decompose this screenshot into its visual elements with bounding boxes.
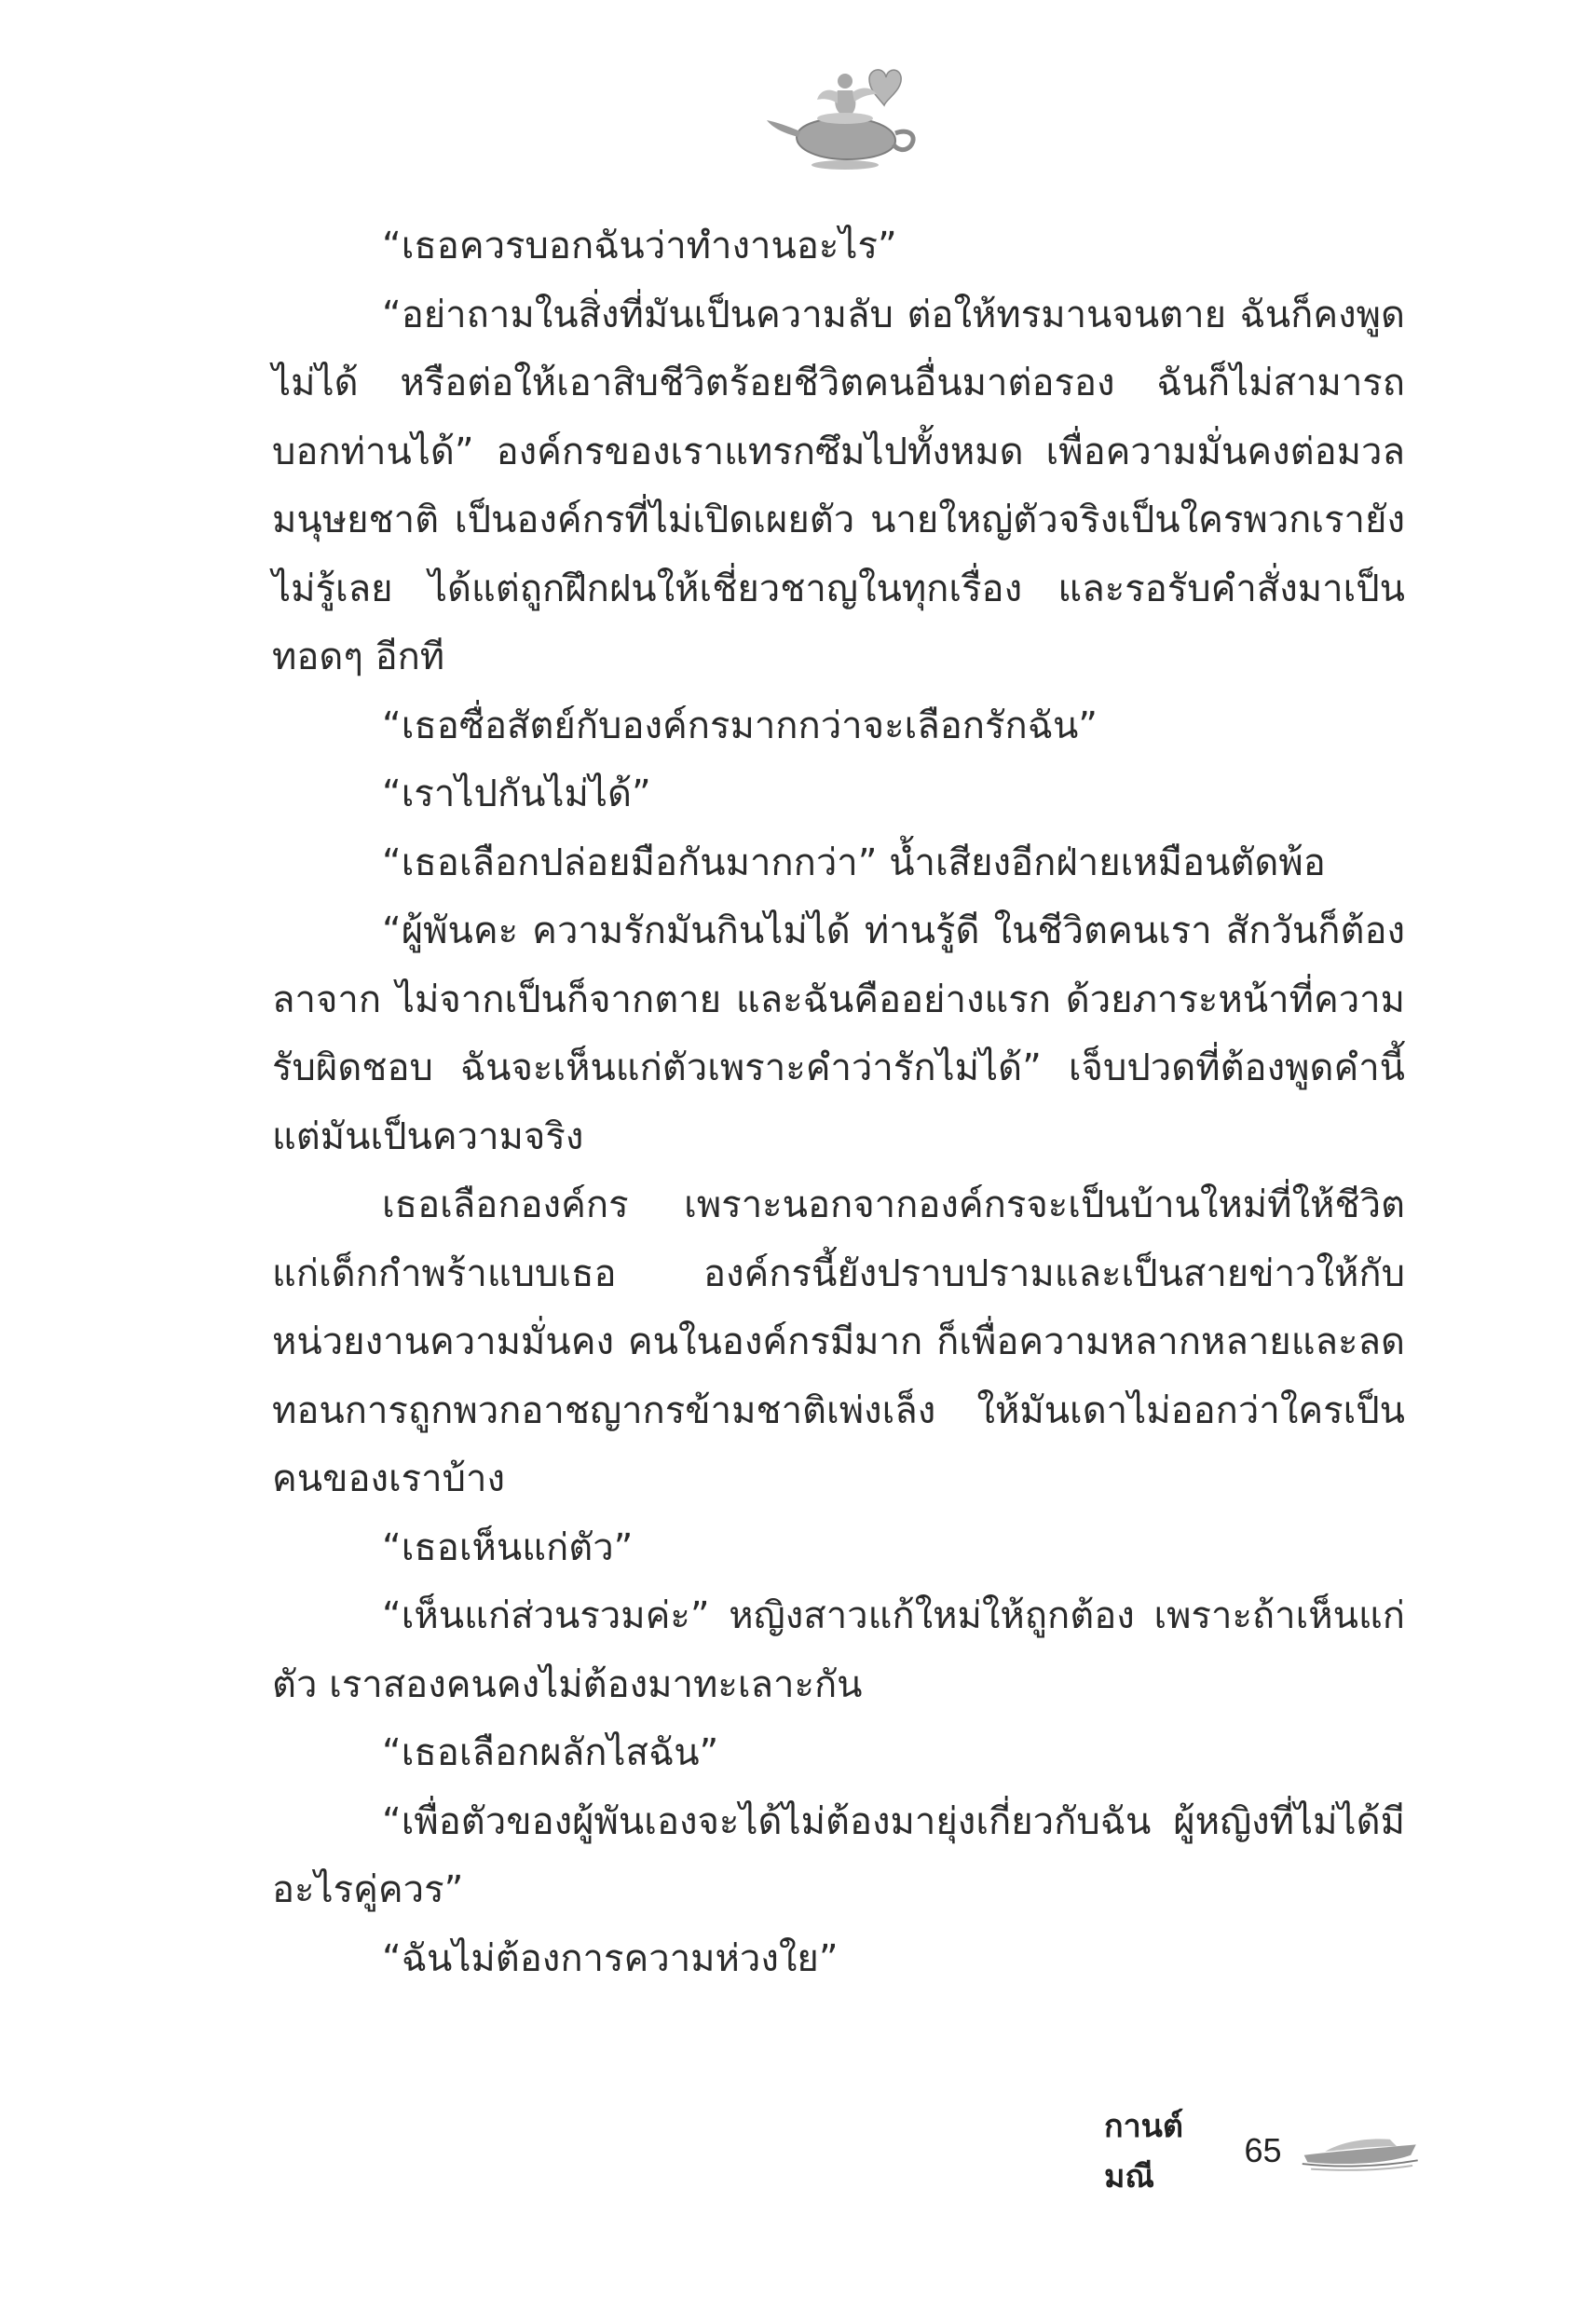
boat-icon	[1299, 2127, 1421, 2174]
paragraph: “เธอซื่อสัตย์กับองค์กรมากกว่าจะเลือกรักฉัน”	[382, 704, 1098, 747]
angel-teapot-emblem-icon	[759, 51, 927, 172]
paragraph: “ฉันไม่ต้องการความห่วงใย”	[382, 1936, 839, 1980]
paragraph: “เธอเลือกผลักไสฉัน”	[382, 1731, 719, 1774]
paragraph: “เราไปกันไม่ได้”	[382, 773, 651, 815]
book-title: กานต์มณี	[1104, 2108, 1183, 2195]
page-footer	[1104, 2108, 1421, 2195]
paragraph: “เธอเลือกปล่อยมือกันมากกว่า” น้ำเสียงอีกฝ่ายเหมือนตัดพ้อ	[382, 841, 1326, 884]
paragraph: “เห็นแก่ส่วนรวมค่ะ” หญิงสาวแก้ใหม่ให้ถูกต้อง เพราะถ้าเห็นแก่ตัว เราสองคนคงไม่ต้องมาทะเลาะกัน	[272, 1594, 1405, 1706]
paragraph: “เธอควรบอกฉันว่าทำงานอะไร”	[382, 225, 897, 267]
paragraph: “เพื่อตัวของผู้พันเองจะได้ไม่ต้องมายุ่งเกี่ยวกับฉัน ผู้หญิงที่ไม่ได้มีอะไรคู่ควร”	[272, 1799, 1405, 1911]
paragraph: “อย่าถามในสิ่งที่มันเป็นความลับ ต่อให้ทรมานจนตาย ฉันก็คงพูดไม่ได้ หรือต่อให้เอาสิบชีวิตร้อยชีวิตคนอื่นมาต่อรอง ฉันก็ไม่สามารถบอกท่านได้” องค์กรของเราแทรกซึมไปทั้งหมด เพื่อความมั่นคงต่อมวลมนุษยชาติ เป็นองค์กรที่ไม่เปิดเผยตัว นายใหญ่ตัวจริงเป็นใครพวกเรายังไม่รู้เลย ได้แต่ถูกฝึกฝนให้เชี่ยวชาญในทุกเรื่อง และรอรับคำสั่งมาเป็นทอดๆ อีกที	[272, 293, 1405, 678]
paragraph: “เธอเห็นแก่ตัว”	[382, 1525, 634, 1569]
page-number: 65	[1244, 2131, 1282, 2169]
paragraph: เธอเลือกองค์กร เพราะนอกจากองค์กรจะเป็นบ้านใหม่ที่ให้ชีวิตแก่เด็กกำพร้าแบบเธอ องค์กรนี้ยังปราบปรามและเป็นสายข่าวให้กับหน่วยงานความมั่นคง คนในองค์กรมีมาก ก็เพื่อความหลากหลายและลดทอนการถูกพวกอาชญากรข้ามชาติเพ่งเล็ง ให้มันเดาไม่ออกว่าใครเป็นคนของเราบ้าง	[272, 1183, 1405, 1500]
paragraph: “ผู้พันคะ ความรักมันกินไม่ได้ ท่านรู้ดี ในชีวิตคนเรา สักวันก็ต้องลาจาก ไม่จากเป็นก็จากตาย และฉันคืออย่างแรก ด้วยภาระหน้าที่ความรับผิดชอบ ฉันจะเห็นแก่ตัวเพราะคำว่ารักไม่ได้” เจ็บปวดที่ต้องพูดคำนี้ แต่มันเป็นความจริง	[272, 909, 1405, 1158]
page-body	[272, 212, 1405, 1993]
